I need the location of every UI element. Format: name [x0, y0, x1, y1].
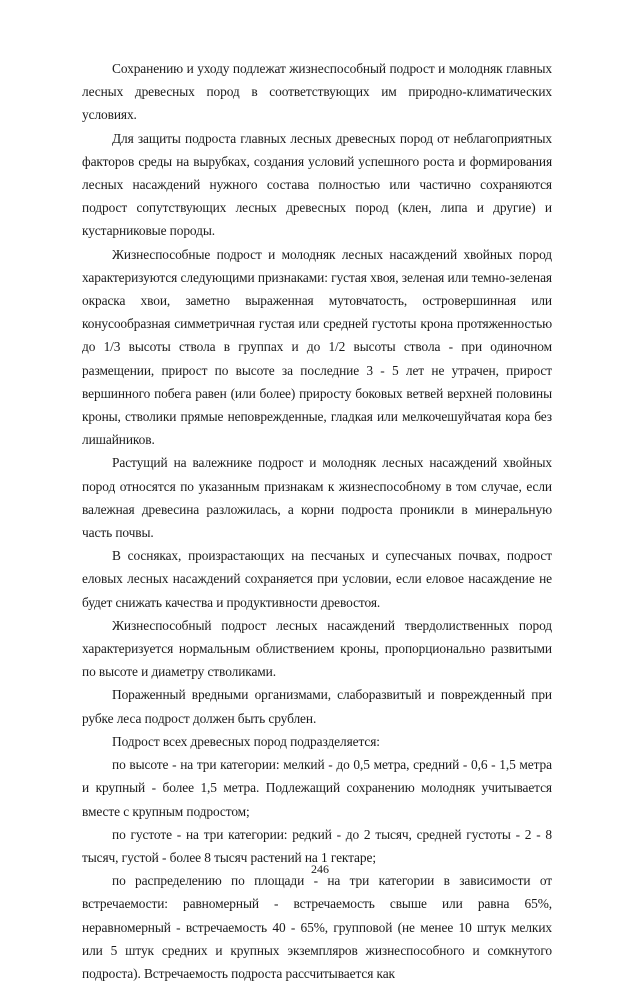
paragraph: по высоте - на три категории: мелкий - до 0,5 метра, средний - 0,6 - 1,5 метра и крупный - более 1,5 метра. Подлежащий сохранению молодняк учитывается вместе с крупным подростом;	[82, 757, 552, 819]
paragraph: Жизнеспособный подрост лесных насаждений твердолиственных пород характеризуется нормальным облиствением кроны, пропорционально развитыми по высоте и диаметру стволиками.	[82, 617, 552, 680]
paragraph: Растущий на валежнике подрост и молодняк лесных насаждений хвойных пород относятся по указанным признакам к жизнеспособному в том случае, если валежная древесина разложилась, а корни подроста проникли в минеральную часть почвы.	[82, 455, 552, 541]
paragraph: по густоте - на три категории: редкий - до 2 тысяч, средней густоты - 2 - 8 тысяч, густой - более 8 тысяч растений на 1 гектаре;	[82, 826, 552, 865]
paragraph: Подрост всех древесных пород подразделяется:	[112, 733, 380, 749]
paragraph: В сосняках, произрастающих на песчаных и супесчаных почвах, подрост еловых лесных насаждений сохраняется при условии, если еловое насаждение не будет снижать качества и продуктивности древостоя.	[82, 548, 552, 610]
paragraph: Жизнеспособные подрост и молодняк лесных насаждений хвойных пород характеризуются следующими признаками: густая хвоя, зеленая или темно-зеленая окраска хвои, заметно выраженная мутовчатость, островершинная или конусообразная симметричная густая или средней густоты крона протяженностью до 1/3 высоты ствола в группах и до 1/2 высоты ствола - при одиночном размещении, прирост по высоте за последние 3 - 5 лет не утрачен, прирост вершинного побега равен (или более) приросту боковых ветвей верхней половины кроны, стволики прямые неповрежденные, гладкая или мелкочешуйчатая кора без лишайников.	[82, 246, 552, 448]
paragraph: Сохранению и уходу подлежат жизнеспособный подрост и молодняк главных лесных древесных пород в соответствующих им природно-климатических условиях.	[82, 61, 552, 123]
paragraph: Для защиты подроста главных лесных древесных пород от неблагоприятных факторов среды на вырубках, создания условий успешного роста и формирования лесных насаждений нужного состава полностью или частично сохраняются подрост сопутствующих лесных древесных пород (клен, липа и другие) и кустарниковые породы.	[82, 130, 552, 239]
paragraph: по распределению по площади - на три категории в зависимости от встречаемости: равномерный - встречаемость свыше или равна 65%, неравномерный - встречаемость 40 - 65%, групповой (не менее 10 штук мелких или 5 штук средних и крупных экземпляров жизнеспособного и сомкнутого подроста). Встречаемость подроста рассчитывается как	[82, 873, 552, 981]
body-text	[82, 57, 552, 985]
page-number: 246	[311, 862, 329, 876]
paragraph: Пораженный вредными организмами, слаборазвитый и поврежденный при рубке леса подрост должен быть срублен.	[82, 687, 552, 726]
